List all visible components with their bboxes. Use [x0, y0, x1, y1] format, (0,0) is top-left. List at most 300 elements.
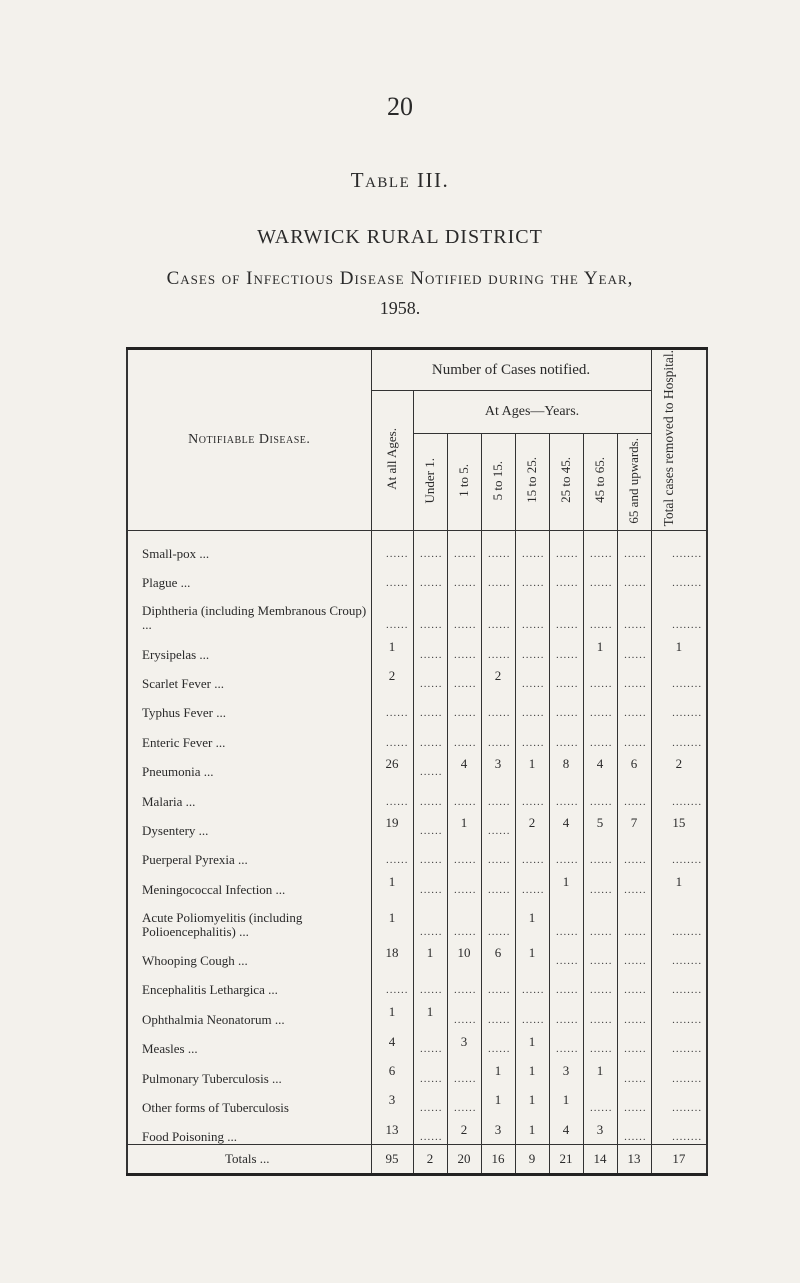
- case-count: [481, 720, 515, 749]
- totals-row: [127, 1145, 707, 1175]
- table-title: Table III.: [350, 168, 450, 192]
- case-count: 4: [549, 1115, 583, 1145]
- case-count: [549, 897, 583, 939]
- case-count: [651, 838, 707, 867]
- table-row: [127, 968, 707, 997]
- total-value: 17: [651, 1145, 707, 1175]
- table-row: [127, 997, 707, 1026]
- header-age-group: 5 to 15.: [481, 434, 515, 531]
- total-value: 9: [515, 1145, 549, 1175]
- table-row: [127, 1115, 707, 1145]
- case-count: [515, 838, 549, 867]
- cases-table: [126, 347, 708, 1176]
- case-count: 3: [481, 1115, 515, 1145]
- table-row: [127, 939, 707, 968]
- leader-dots: ......: [556, 955, 579, 968]
- case-count: 2: [447, 1115, 481, 1145]
- leader-dots: ......: [556, 619, 579, 632]
- leader-dots: ......: [420, 1102, 443, 1115]
- table-body: [127, 531, 707, 1175]
- case-count: [617, 838, 651, 867]
- leader-dots: ......: [454, 577, 477, 590]
- leader-dots: ......: [420, 795, 443, 808]
- leader-dots: ......: [590, 795, 613, 808]
- leader-dots: ......: [624, 547, 647, 560]
- case-count: [515, 968, 549, 997]
- case-count: [413, 662, 447, 691]
- case-count: [447, 1086, 481, 1115]
- case-count: [515, 997, 549, 1026]
- leader-dots: ......: [556, 677, 579, 690]
- case-count: [583, 1027, 617, 1056]
- case-count: [583, 531, 617, 561]
- case-count: [583, 590, 617, 632]
- case-count: [447, 838, 481, 867]
- leader-dots: ........: [672, 736, 703, 749]
- leader-dots: ......: [624, 1072, 647, 1085]
- case-count: [371, 779, 413, 808]
- leader-dots: ......: [522, 883, 545, 896]
- disease-name: Encephalitis Lethargica ...: [127, 968, 371, 997]
- leader-dots: ......: [386, 547, 409, 560]
- case-count: 1: [515, 1056, 549, 1085]
- case-count: [515, 779, 549, 808]
- leader-dots: ........: [672, 577, 703, 590]
- leader-dots: ......: [590, 984, 613, 997]
- case-count: 1: [413, 997, 447, 1026]
- leader-dots: ......: [420, 883, 443, 896]
- case-count: [651, 531, 707, 561]
- leader-dots: ......: [420, 648, 443, 661]
- leader-dots: ......: [522, 619, 545, 632]
- leader-dots: ......: [454, 1102, 477, 1115]
- case-count: [413, 590, 447, 632]
- table-row: [127, 750, 707, 779]
- case-count: [549, 939, 583, 968]
- leader-dots: ......: [488, 736, 511, 749]
- leader-dots: ......: [488, 883, 511, 896]
- case-count: [481, 561, 515, 590]
- total-value: 16: [481, 1145, 515, 1175]
- case-count: [481, 531, 515, 561]
- case-count: 3: [549, 1056, 583, 1085]
- leader-dots: ......: [590, 707, 613, 720]
- leader-dots: ......: [590, 619, 613, 632]
- case-count: [481, 867, 515, 896]
- case-count: 19: [371, 809, 413, 838]
- leader-dots: ........: [672, 795, 703, 808]
- case-count: [617, 531, 651, 561]
- case-count: [583, 897, 617, 939]
- leader-dots: ......: [624, 677, 647, 690]
- case-count: [413, 720, 447, 749]
- leader-dots: ......: [522, 547, 545, 560]
- case-count: [617, 867, 651, 896]
- case-count: [371, 968, 413, 997]
- case-count: [371, 838, 413, 867]
- page-number: 20: [387, 92, 413, 121]
- leader-dots: ........: [672, 1102, 703, 1115]
- case-count: [583, 691, 617, 720]
- table-row: [127, 561, 707, 590]
- leader-dots: ......: [590, 925, 613, 938]
- header-age-group: Under 1.: [413, 434, 447, 531]
- table-row: [127, 662, 707, 691]
- leader-dots: ......: [556, 577, 579, 590]
- case-count: 6: [617, 750, 651, 779]
- disease-name: Meningococcal Infection ...: [127, 867, 371, 896]
- table-row: [127, 531, 707, 561]
- leader-dots: ......: [420, 707, 443, 720]
- case-count: [447, 720, 481, 749]
- leader-dots: ......: [420, 925, 443, 938]
- case-count: [651, 1086, 707, 1115]
- leader-dots: ......: [488, 1043, 511, 1056]
- case-count: 1: [371, 867, 413, 896]
- leader-dots: ......: [454, 1072, 477, 1085]
- case-count: [447, 561, 481, 590]
- leader-dots: ......: [488, 854, 511, 867]
- case-count: [617, 1027, 651, 1056]
- case-count: [515, 561, 549, 590]
- case-count: [617, 720, 651, 749]
- header-age-group: 1 to 5.: [447, 434, 481, 531]
- disease-name: Plague ...: [127, 561, 371, 590]
- table-row: [127, 779, 707, 808]
- case-count: [617, 632, 651, 661]
- case-count: [413, 632, 447, 661]
- leader-dots: ......: [590, 955, 613, 968]
- case-count: [413, 809, 447, 838]
- leader-dots: ......: [624, 707, 647, 720]
- leader-dots: ......: [454, 547, 477, 560]
- leader-dots: ......: [454, 648, 477, 661]
- table-row: [127, 720, 707, 749]
- case-count: [481, 779, 515, 808]
- case-count: [447, 590, 481, 632]
- disease-name: Dysentery ...: [127, 809, 371, 838]
- disease-name: Measles ...: [127, 1027, 371, 1056]
- case-count: 15: [651, 809, 707, 838]
- district-title: WARWICK RURAL DISTRICT: [257, 226, 543, 248]
- case-count: 3: [481, 750, 515, 779]
- disease-name: Puerperal Pyrexia ...: [127, 838, 371, 867]
- leader-dots: ......: [488, 795, 511, 808]
- case-count: [583, 997, 617, 1026]
- case-count: [651, 1027, 707, 1056]
- case-count: [413, 1056, 447, 1085]
- case-count: 4: [371, 1027, 413, 1056]
- leader-dots: ......: [624, 984, 647, 997]
- leader-dots: ......: [386, 619, 409, 632]
- case-count: [481, 997, 515, 1026]
- case-count: [617, 897, 651, 939]
- total-value: 95: [371, 1145, 413, 1175]
- leader-dots: ......: [386, 795, 409, 808]
- case-count: [651, 1115, 707, 1145]
- case-count: 4: [583, 750, 617, 779]
- leader-dots: ......: [454, 1013, 477, 1026]
- header-age-group: 15 to 25.: [515, 434, 549, 531]
- case-count: 4: [549, 809, 583, 838]
- table-row: [127, 809, 707, 838]
- leader-dots: ......: [522, 854, 545, 867]
- leader-dots: ......: [624, 619, 647, 632]
- case-count: 1: [651, 632, 707, 661]
- case-count: [447, 867, 481, 896]
- case-count: [617, 1056, 651, 1085]
- leader-dots: ........: [672, 1043, 703, 1056]
- case-count: [413, 531, 447, 561]
- case-count: [447, 997, 481, 1026]
- leader-dots: ......: [454, 984, 477, 997]
- case-count: [617, 939, 651, 968]
- case-count: 1: [515, 1115, 549, 1145]
- table-row: [127, 897, 707, 939]
- case-count: 10: [447, 939, 481, 968]
- case-count: 1: [481, 1056, 515, 1085]
- leader-dots: ......: [454, 619, 477, 632]
- case-count: 1: [515, 939, 549, 968]
- case-count: [413, 867, 447, 896]
- disease-name: Diphtheria (including Membranous Croup) ...: [127, 590, 371, 632]
- table-row: [127, 1086, 707, 1115]
- table-row: [127, 691, 707, 720]
- header-number-of-cases: Number of Cases notified.: [371, 349, 651, 391]
- leader-dots: ......: [386, 736, 409, 749]
- case-count: [617, 968, 651, 997]
- leader-dots: ......: [556, 1043, 579, 1056]
- case-count: [447, 897, 481, 939]
- case-count: [549, 662, 583, 691]
- leader-dots: ......: [624, 955, 647, 968]
- case-count: [515, 590, 549, 632]
- case-count: 1: [371, 997, 413, 1026]
- leader-dots: ......: [590, 1013, 613, 1026]
- case-count: 1: [515, 1027, 549, 1056]
- leader-dots: ......: [556, 854, 579, 867]
- leader-dots: ......: [420, 547, 443, 560]
- case-count: [651, 1056, 707, 1085]
- leader-dots: ......: [386, 854, 409, 867]
- case-count: 8: [549, 750, 583, 779]
- disease-name: Ophthalmia Neonatorum ...: [127, 997, 371, 1026]
- header-at-all-ages: At all Ages.: [371, 391, 413, 531]
- case-count: [413, 779, 447, 808]
- case-count: [583, 720, 617, 749]
- leader-dots: ......: [624, 854, 647, 867]
- table-subtitle: Cases of Infectious Disease Notified during the Year,: [166, 268, 634, 289]
- case-count: [447, 691, 481, 720]
- case-count: [651, 662, 707, 691]
- case-count: 7: [617, 809, 651, 838]
- case-count: [651, 691, 707, 720]
- case-count: [481, 897, 515, 939]
- leader-dots: ......: [488, 707, 511, 720]
- case-count: [413, 1086, 447, 1115]
- case-count: [371, 531, 413, 561]
- case-count: [617, 997, 651, 1026]
- leader-dots: ......: [624, 648, 647, 661]
- leader-dots: ......: [454, 795, 477, 808]
- leader-dots: ......: [624, 1102, 647, 1115]
- case-count: [651, 590, 707, 632]
- header-age-group: 65 and upwards.: [617, 434, 651, 531]
- case-count: [617, 662, 651, 691]
- leader-dots: ......: [590, 854, 613, 867]
- leader-dots: ......: [454, 736, 477, 749]
- disease-name: Erysipelas ...: [127, 632, 371, 661]
- disease-name: Acute Poliomyelitis (including Polioencephalitis) ...: [127, 897, 371, 939]
- case-count: [481, 1027, 515, 1056]
- case-count: [583, 662, 617, 691]
- disease-name: Other forms of Tuberculosis: [127, 1086, 371, 1115]
- case-count: 18: [371, 939, 413, 968]
- disease-name: Typhus Fever ...: [127, 691, 371, 720]
- leader-dots: ......: [454, 925, 477, 938]
- leader-dots: ......: [454, 707, 477, 720]
- total-value: 21: [549, 1145, 583, 1175]
- leader-dots: ......: [386, 984, 409, 997]
- case-count: [413, 561, 447, 590]
- case-count: [651, 939, 707, 968]
- case-count: 1: [413, 939, 447, 968]
- case-count: [583, 968, 617, 997]
- leader-dots: ......: [590, 1043, 613, 1056]
- case-count: [371, 590, 413, 632]
- total-value: 14: [583, 1145, 617, 1175]
- case-count: [583, 779, 617, 808]
- disease-name: Enteric Fever ...: [127, 720, 371, 749]
- case-count: [549, 779, 583, 808]
- case-count: 1: [447, 809, 481, 838]
- case-count: [481, 838, 515, 867]
- case-count: [481, 809, 515, 838]
- case-count: 3: [583, 1115, 617, 1145]
- leader-dots: ........: [672, 677, 703, 690]
- leader-dots: ......: [590, 677, 613, 690]
- case-count: [481, 968, 515, 997]
- leader-dots: ......: [624, 577, 647, 590]
- case-count: [651, 897, 707, 939]
- leader-dots: ......: [522, 736, 545, 749]
- case-count: [549, 968, 583, 997]
- leader-dots: ......: [488, 648, 511, 661]
- case-count: [651, 561, 707, 590]
- case-count: 1: [583, 632, 617, 661]
- disease-name: Pneumonia ...: [127, 750, 371, 779]
- leader-dots: ........: [672, 1131, 703, 1144]
- total-value: 20: [447, 1145, 481, 1175]
- case-count: [447, 531, 481, 561]
- case-count: 1: [515, 750, 549, 779]
- leader-dots: ......: [420, 619, 443, 632]
- totals-label: Totals ...: [127, 1145, 371, 1175]
- leader-dots: ........: [672, 955, 703, 968]
- header-total-removed: Total cases removed to Hospital.: [651, 349, 707, 531]
- leader-dots: ......: [590, 547, 613, 560]
- case-count: [549, 1027, 583, 1056]
- table-row: [127, 632, 707, 661]
- leader-dots: ......: [556, 648, 579, 661]
- case-count: [481, 632, 515, 661]
- case-count: [617, 1115, 651, 1145]
- case-count: 1: [651, 867, 707, 896]
- case-count: 2: [515, 809, 549, 838]
- leader-dots: ......: [420, 766, 443, 779]
- case-count: [583, 939, 617, 968]
- case-count: [515, 662, 549, 691]
- case-count: 6: [481, 939, 515, 968]
- case-count: [413, 838, 447, 867]
- table-year: 1958.: [379, 298, 421, 318]
- case-count: [549, 531, 583, 561]
- leader-dots: ........: [672, 547, 703, 560]
- leader-dots: ......: [420, 854, 443, 867]
- leader-dots: ......: [556, 984, 579, 997]
- leader-dots: ......: [522, 984, 545, 997]
- case-count: [549, 997, 583, 1026]
- case-count: [617, 590, 651, 632]
- case-count: [651, 720, 707, 749]
- case-count: [413, 1027, 447, 1056]
- case-count: [515, 632, 549, 661]
- leader-dots: ........: [672, 984, 703, 997]
- leader-dots: ......: [420, 1072, 443, 1085]
- leader-dots: ......: [556, 736, 579, 749]
- leader-dots: ......: [624, 795, 647, 808]
- case-count: 1: [549, 867, 583, 896]
- leader-dots: ........: [672, 619, 703, 632]
- disease-name: Scarlet Fever ...: [127, 662, 371, 691]
- case-count: 1: [515, 897, 549, 939]
- leader-dots: ......: [454, 677, 477, 690]
- case-count: 2: [371, 662, 413, 691]
- case-count: [549, 590, 583, 632]
- leader-dots: ......: [420, 577, 443, 590]
- leader-dots: ......: [624, 1131, 647, 1144]
- leader-dots: ......: [624, 925, 647, 938]
- case-count: 2: [651, 750, 707, 779]
- disease-name: Pulmonary Tuberculosis ...: [127, 1056, 371, 1085]
- case-count: [515, 691, 549, 720]
- case-count: [583, 561, 617, 590]
- leader-dots: ........: [672, 707, 703, 720]
- case-count: [583, 867, 617, 896]
- header-notifiable-disease: Notifiable Disease.: [127, 349, 371, 531]
- leader-dots: ......: [420, 677, 443, 690]
- leader-dots: ......: [420, 984, 443, 997]
- case-count: [617, 691, 651, 720]
- case-count: 1: [371, 897, 413, 939]
- case-count: 6: [371, 1056, 413, 1085]
- header-age-group: 25 to 45.: [549, 434, 583, 531]
- case-count: [583, 1086, 617, 1115]
- case-count: [651, 997, 707, 1026]
- leader-dots: ........: [672, 854, 703, 867]
- leader-dots: ......: [624, 736, 647, 749]
- case-count: [515, 867, 549, 896]
- case-count: 2: [481, 662, 515, 691]
- leader-dots: ........: [672, 1013, 703, 1026]
- case-count: [481, 691, 515, 720]
- case-count: [617, 561, 651, 590]
- leader-dots: ......: [420, 1131, 443, 1144]
- leader-dots: ......: [590, 736, 613, 749]
- header-age-group: 45 to 65.: [583, 434, 617, 531]
- case-count: [651, 779, 707, 808]
- disease-name: Malaria ...: [127, 779, 371, 808]
